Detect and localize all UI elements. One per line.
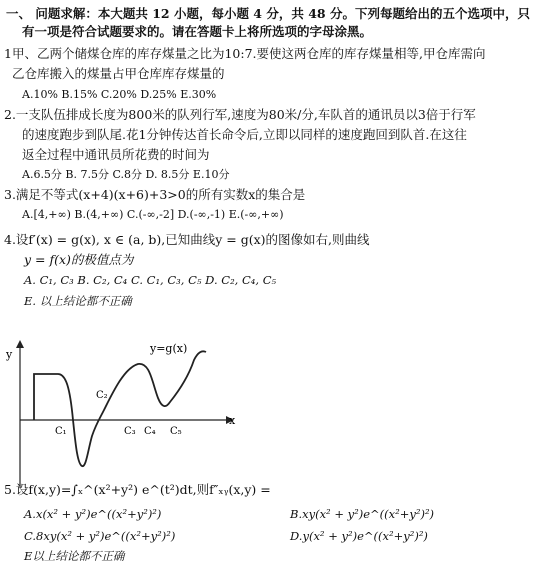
- q5-option-d: D.y(x² + y²)e^((x²+y²)²): [290, 529, 428, 543]
- q1-options: A.10% B.15% C.20% D.25% E.30%: [22, 88, 217, 101]
- point-c5-label: C₅: [170, 426, 182, 437]
- q2-options: A.6.5分 B. 7.5分 C.8分 D. 8.5分 E.10分: [22, 168, 230, 181]
- point-c1-label: C₁: [55, 426, 67, 437]
- q5-option-a: A.x(x² + y²)e^((x²+y²)²): [24, 507, 162, 521]
- q2-stem-line2: 的速度跑步到队尾.花1分钟传达首长命令后,立即以同样的速度跑回到队首.在这往: [22, 127, 467, 142]
- section-header-line2: 有一项是符合试题要求的。请在答题卡上将所选项的字母涂黑。: [22, 24, 373, 39]
- q2-stem-line3: 返全过程中通讯员所花费的时间为: [22, 147, 210, 162]
- q5-stem: 5.设f(x,y)=∫ₓ^(x²+y²) e^(t²)dt,则f″ₓᵧ(x,y) =: [4, 482, 271, 497]
- section-header-line1: 一、 问题求解：本大题共 12 小题，每小题 4 分，共 48 分。下列每题给出的五个选项中，只: [6, 6, 530, 21]
- q5-option-e: E以上结论都不正确: [24, 549, 125, 563]
- curve-g: [34, 351, 206, 466]
- x-axis-label: x: [229, 414, 236, 427]
- q2-stem-line1: 2.一支队伍排成长度为800米的队列行军,速度为80米/分,车队首的通讯员以3倍于行军: [4, 107, 476, 122]
- y-axis-arrow-icon: [16, 340, 24, 348]
- point-c4-label: C₄: [144, 426, 156, 437]
- q4-stem-line2: y = f(x)的极值点为: [24, 252, 134, 267]
- q4-stem-line1: 4.设f′(x) = g(x), x ∈ (a, b),已知曲线y = g(x)的图像如右,则曲线: [4, 232, 370, 247]
- q5-option-b: B.xy(x² + y²)e^((x²+y²)²): [290, 507, 435, 521]
- y-axis-label: y: [6, 348, 13, 361]
- q1-stem-line1: 1甲、乙两个储煤仓库的库存煤量之比为10:7.要使这两仓库的库存煤量相等,甲仓库需向: [4, 46, 486, 61]
- q4-options: A. C₁, C₃ B. C₂, C₄ C. C₁, C₃, C₅ D. C₂, C₄, C₅: [24, 273, 277, 287]
- q5-option-c: C.8xy(x² + y²)e^((x²+y²)²): [24, 529, 176, 543]
- q1-stem-line2: 乙仓库搬入的煤量占甲仓库库存煤量的: [12, 66, 225, 81]
- q3-stem: 3.满足不等式(x+4)(x+6)+3>0的所有实数x的集合是: [4, 187, 306, 202]
- gx-curve-figure: [0, 338, 240, 493]
- curve-label: y=g(x): [150, 342, 188, 355]
- point-c3-label: C₃: [124, 426, 136, 437]
- q4-option-e: E. 以上结论都不正确: [24, 294, 132, 308]
- q3-options: A.[4,+∞) B.(4,+∞) C.(-∞,-2] D.(-∞,-1) E.(-∞,+∞): [22, 208, 284, 221]
- point-c2-label: C₂: [96, 390, 108, 401]
